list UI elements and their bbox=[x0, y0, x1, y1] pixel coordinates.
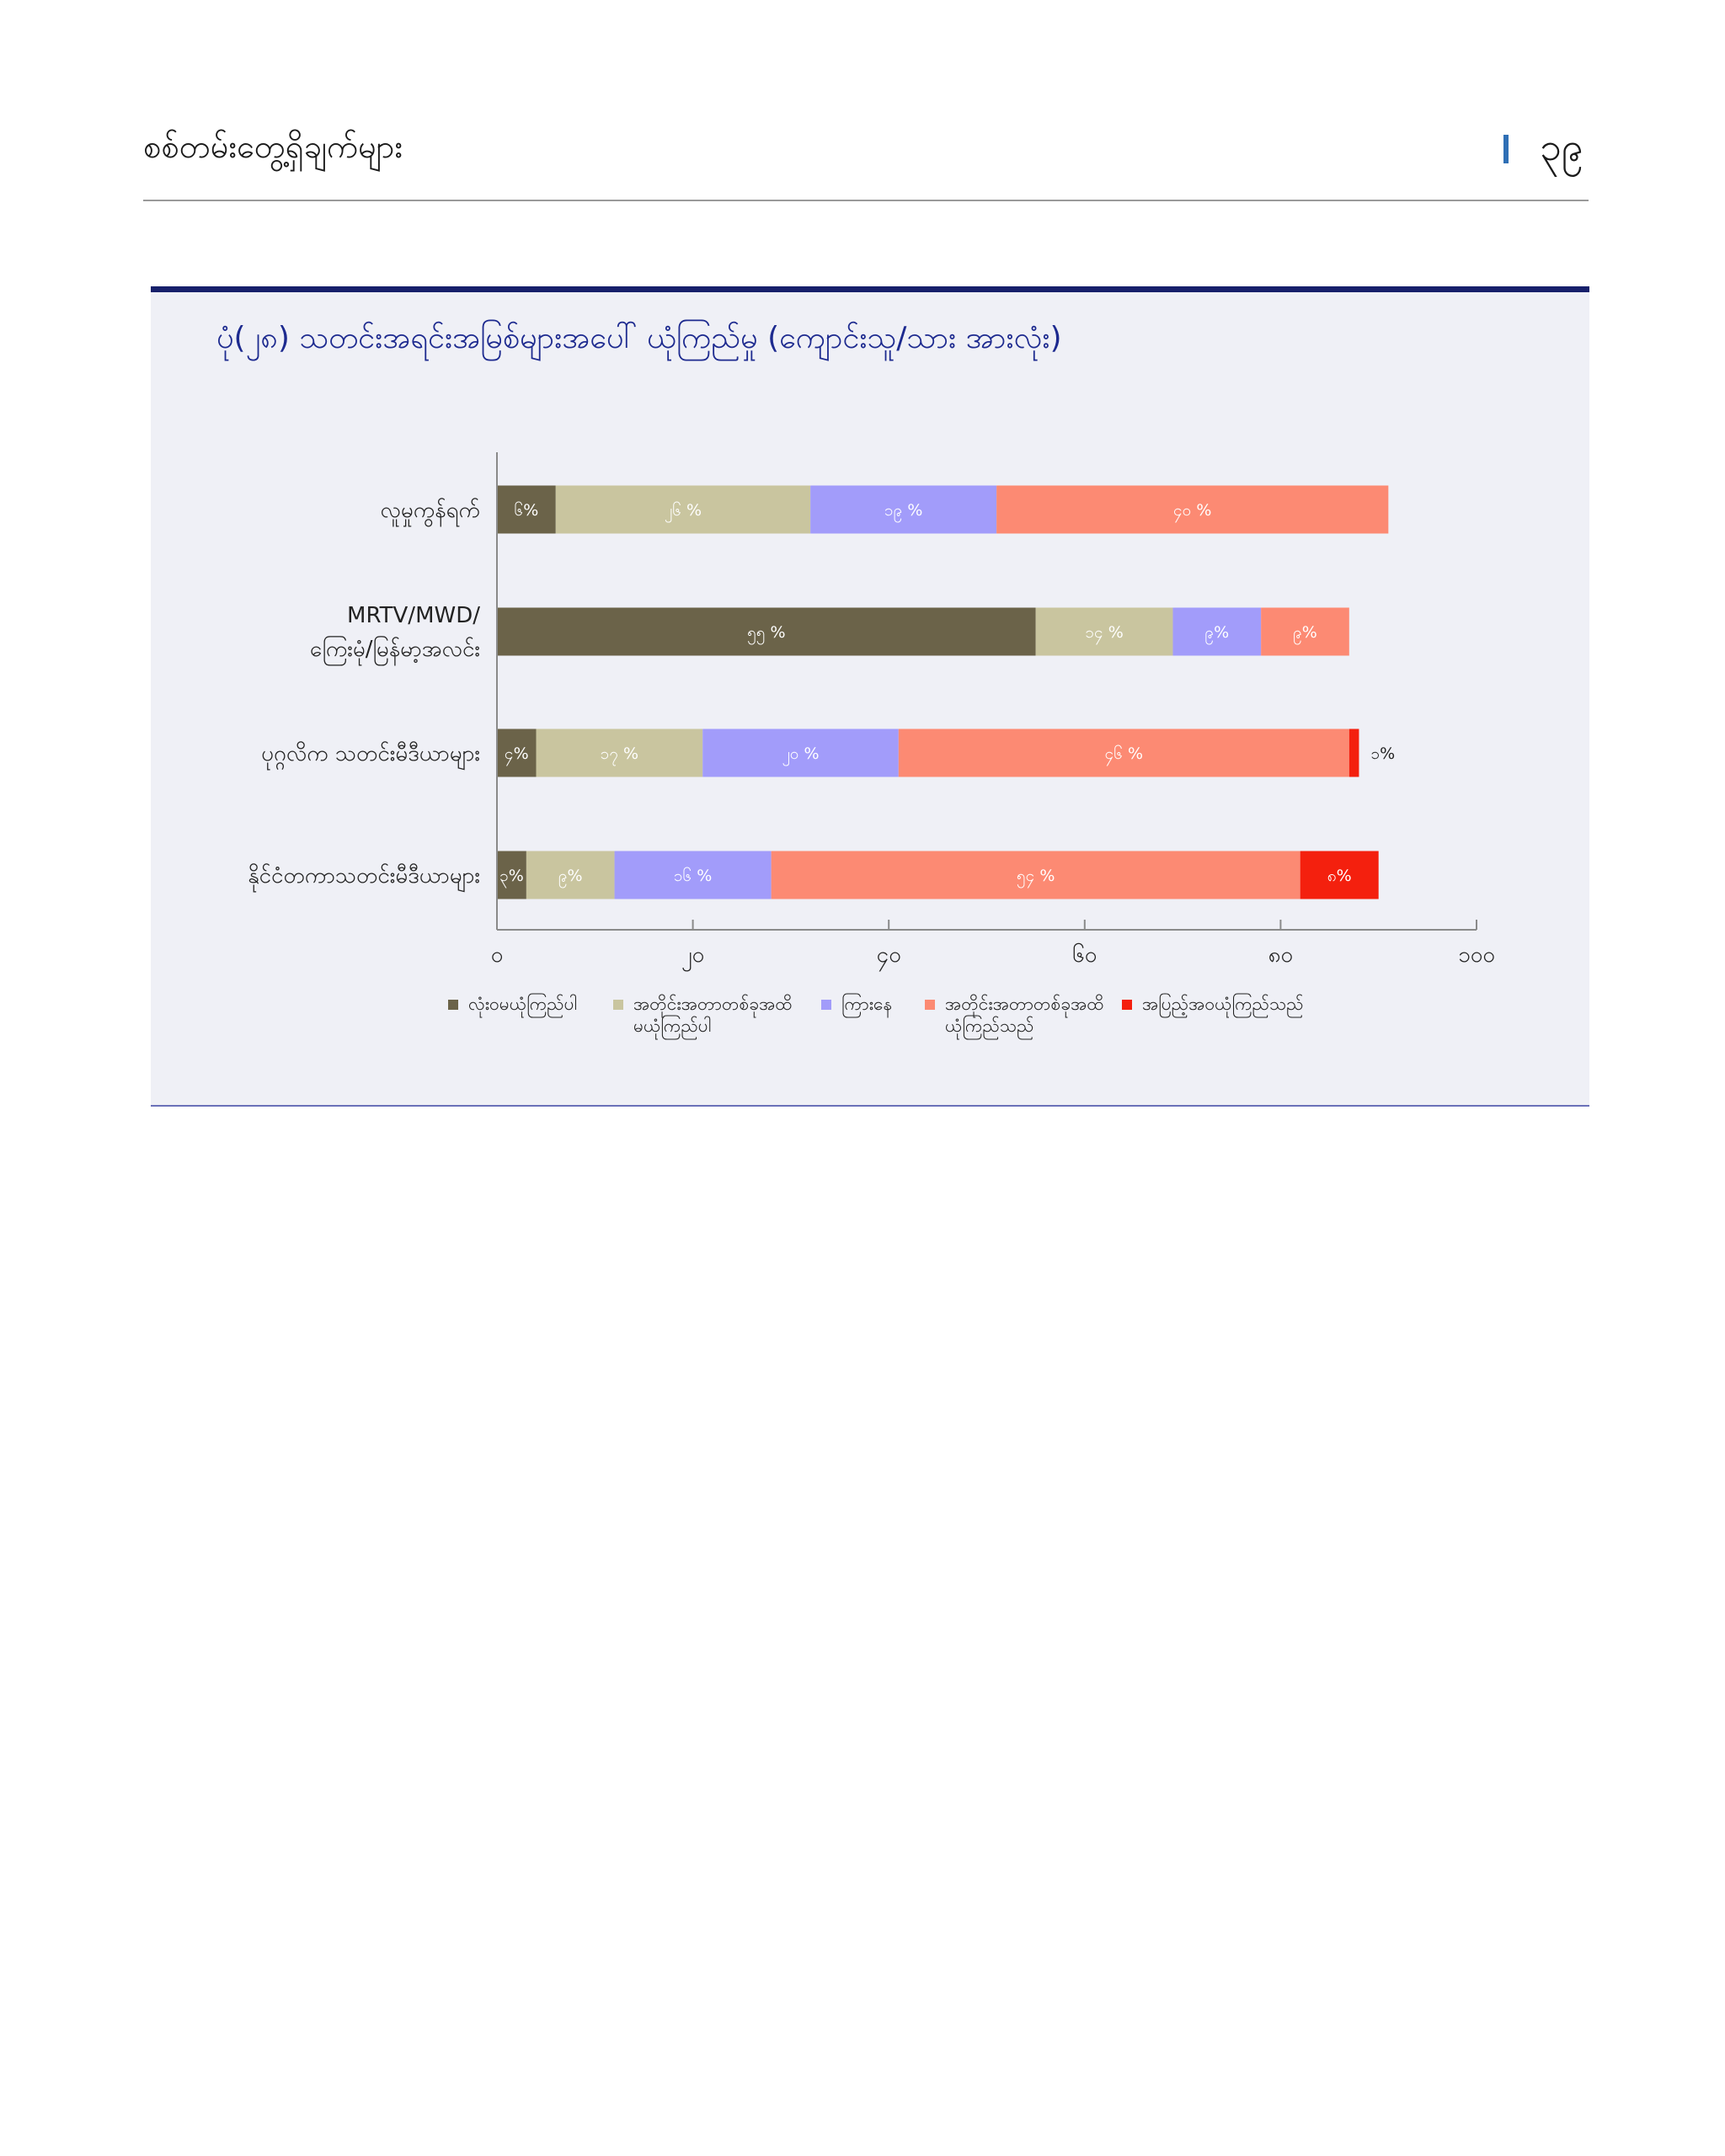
x-tick-label: ၄၀ bbox=[876, 942, 901, 968]
figure-panel bbox=[151, 286, 1589, 1106]
stacked-bar-chart bbox=[151, 292, 1589, 991]
legend-swatch bbox=[613, 1000, 623, 1010]
legend-label: အတိုင်းအတာတစ်ခုအထိ မယုံကြည်ပါ bbox=[633, 994, 793, 1036]
legend-swatch bbox=[925, 1000, 935, 1010]
category-label: လူမှုကွန်ရက် bbox=[380, 498, 480, 523]
data-label: ၅၅ % bbox=[747, 623, 786, 642]
legend-swatch bbox=[1122, 1000, 1132, 1010]
chart-title: ပုံ(၂၈) သတင်းအရင်းအမြစ်များအပေါ် ယုံကြည်မှု (ကျောင်းသူ/သား အားလုံး) bbox=[216, 321, 1062, 355]
data-label: ၁% bbox=[1370, 744, 1396, 763]
x-tick-label: ၀ bbox=[490, 942, 504, 968]
category-label: ပုဂ္ဂလိက သတင်းမီဒီယာများ bbox=[261, 741, 480, 766]
panel-bottom-rule bbox=[151, 1105, 1589, 1107]
x-tick-label: ၂၀ bbox=[681, 942, 705, 968]
legend-label: အတိုင်းအတာတစ်ခုအထိ ယုံကြည်သည် bbox=[945, 994, 1104, 1036]
bar-segment bbox=[1349, 729, 1359, 777]
data-label: ၁၉ % bbox=[884, 501, 923, 520]
category-label: MRTV/MWD/ကြေးမုံ/မြန်မာ့အလင်း bbox=[309, 603, 480, 662]
page-number: ၃၉ bbox=[1540, 124, 1583, 169]
legend-item bbox=[925, 993, 1114, 1037]
legend-item bbox=[448, 993, 637, 1015]
data-label: ၈% bbox=[1327, 867, 1352, 885]
legend-swatch bbox=[821, 1000, 831, 1010]
page-number-bar bbox=[1503, 135, 1509, 163]
header-rule bbox=[143, 200, 1589, 201]
data-label: ၉% bbox=[1204, 623, 1230, 642]
data-label: ၄၆ % bbox=[1104, 744, 1144, 763]
legend-item bbox=[1122, 993, 1311, 1015]
legend-label: အပြည့်အဝယုံကြည်သည် bbox=[1142, 994, 1304, 1014]
running-title: စစ်တမ်းတွေ့ရှိချက်များ bbox=[143, 128, 403, 165]
legend-label: လုံးဝမယုံကြည်ပါ bbox=[468, 994, 578, 1014]
data-label: ၄၀ % bbox=[1172, 501, 1212, 520]
data-label: ၁၆ % bbox=[673, 867, 713, 885]
category-label: နိုင်ငံတကာသတင်းမီဒီယာများ bbox=[248, 863, 480, 889]
data-label: ၉% bbox=[1293, 623, 1317, 642]
data-label: ၅၄ % bbox=[1016, 867, 1055, 885]
legend-swatch bbox=[448, 1000, 458, 1010]
x-tick-label: ၁၀၀ bbox=[1458, 942, 1495, 968]
x-tick-label: ၆၀ bbox=[1072, 942, 1097, 968]
data-label: ၄% bbox=[504, 744, 529, 763]
data-label: ၉% bbox=[558, 867, 583, 885]
data-label: ၁၄ % bbox=[1085, 623, 1124, 642]
data-label: ၁၇ % bbox=[600, 744, 639, 763]
legend-label: ကြားနေ bbox=[841, 994, 893, 1014]
data-label: ၂၆ % bbox=[664, 501, 702, 520]
x-tick-label: ၈၀ bbox=[1268, 942, 1294, 968]
data-label: ၂၀ % bbox=[782, 744, 820, 763]
legend-item bbox=[613, 993, 802, 1037]
data-label: ၃% bbox=[499, 867, 524, 885]
data-label: ၆% bbox=[514, 501, 539, 520]
